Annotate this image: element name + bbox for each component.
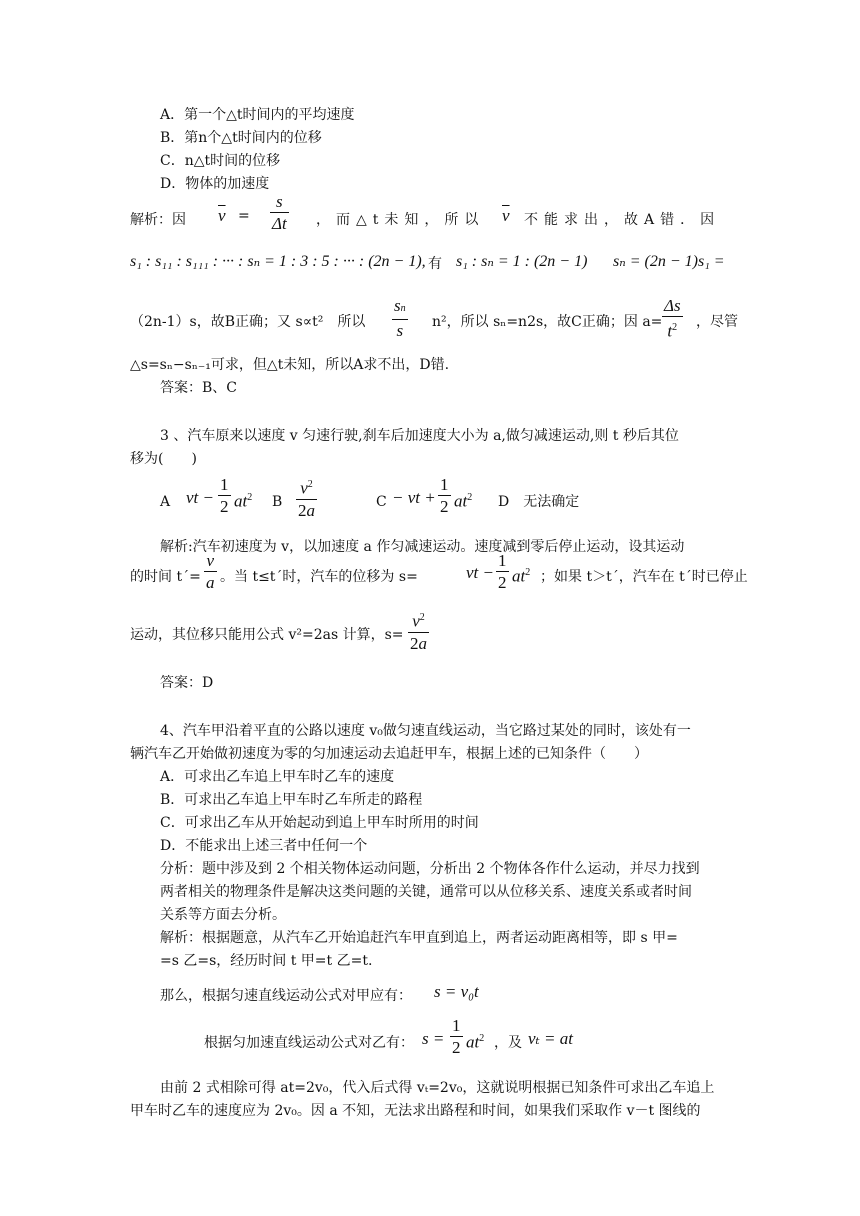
- q3-option-a-label: A: [160, 494, 171, 510]
- q2-analysis-mid: ，而△t未知，所以: [316, 212, 485, 228]
- q3-fraction-v-over-a: $\frac{v}{a}$: [206, 551, 215, 592]
- q3-option-c-formula: − vt +: [392, 488, 436, 507]
- q4-yi-at2: $at^2$: [466, 1032, 485, 1052]
- q4-fenxi-line2: 两者相关的物理条件是解决这类问题的关键，通常可以从位移关系、速度关系或者时间: [160, 884, 692, 900]
- q3-fraction-half-a: $\frac{1}{2}$: [220, 475, 229, 516]
- q4-yi-s-equals: s =: [422, 1029, 445, 1048]
- q3-analysis-line1: 解析:汽车初速度为 v，以加速度 a 作匀减速运动。速度减到零后停止运动，设其运动: [160, 539, 685, 555]
- q4-yi-formula2: vₜ = at: [528, 1029, 573, 1048]
- q3-stem-line2: 移为( ): [130, 451, 197, 467]
- q4-option-b: B．可求出乙车追上甲车时乙车所走的路程: [160, 792, 423, 808]
- q2-option-a: A．第一个△t时间内的平均速度: [160, 107, 355, 123]
- q4-fenxi-line1: 分析：题中涉及到 2 个相关物体运动问题，分析出 2 个物体各作什么运动，并尽力找到: [160, 861, 700, 877]
- q2-ratio-have: 有: [428, 256, 442, 272]
- q3-option-b-label: B: [272, 494, 283, 510]
- q2-line3-a: （2n-1）s，故B正确；又 s∝t² 所以: [130, 314, 366, 330]
- q3-option-c-at2: $at^2$: [454, 491, 473, 511]
- q2-option-b: B．第n个△t时间内的位移: [160, 130, 322, 146]
- q2-line3-c: ，尽管: [696, 314, 738, 330]
- q2-fraction-sn-over-s: $\frac{sn}{s}$: [394, 296, 406, 340]
- q2-ratio-expr3: sₙ = (2n − 1)s₁ =: [613, 253, 725, 270]
- q2-vbar-1: $\overline{v}$: [218, 206, 226, 225]
- q3-analysis-line2-a: 的时间 tˊ=: [130, 569, 201, 585]
- q4-fraction-half: $\frac{1}{2}$: [452, 1016, 461, 1057]
- q3-formula-vt-minus: vt −: [466, 563, 494, 582]
- q2-line3-b: n²，所以 sₙ=n2s，故C正确；因 a=: [432, 314, 663, 330]
- q4-jia-text: 那么，根据匀速直线运动公式对甲应有：: [160, 988, 412, 1004]
- q2-line4: △s=sₙ−sₙ₋₁可求，但△t未知，所以A求不出，D错.: [130, 357, 450, 373]
- q3-fraction-half-c: $\frac{1}{2}$: [440, 475, 449, 516]
- q4-yi-tail: ，及: [494, 1035, 522, 1051]
- q3-option-a-formula: vt −: [186, 488, 214, 507]
- q2-option-c: C．n△t时间的位移: [160, 153, 281, 169]
- q4-option-a: A．可求出乙车追上甲车时乙车的速度: [160, 769, 395, 785]
- q4-jiexi-line1: 解析：根据题意，从汽车乙开始追赶汽车甲直到追上，两者运动距离相等，即 s 甲=: [160, 930, 678, 946]
- q4-jia-formula: s = v₀t: [434, 982, 479, 1001]
- q3-analysis-line2-b: 。当 t≤tˊ时，汽车的位移为 s=: [220, 569, 418, 585]
- q4-stem-line1: 4、汽车甲沿着平直的公路以速度 v₀做匀速直线运动，当它路过某处的同时，该处有一: [160, 723, 691, 739]
- q2-vbar-2: $\overline{v}$: [502, 206, 510, 225]
- q3-answer: 答案：D: [160, 675, 214, 691]
- q2-fraction-s-over-dt: $\frac{s}{\Delta t}$: [272, 192, 287, 233]
- q2-option-d: D．物体的加速度: [160, 176, 270, 192]
- q3-option-a-at2: $at^2$: [234, 491, 253, 511]
- q3-analysis-line2-c: ；如果 t＞tˊ，汽车在 tˊ时已停止: [540, 569, 748, 585]
- equals-sign: =: [238, 208, 250, 224]
- q4-last-line1: 由前 2 式相除可得 at=2v₀，代入后式得 vₜ=2v₀，这就说明根据已知条件可求出乙车追上: [160, 1080, 715, 1096]
- q2-ratio-expr2: s₁ : sₙ = 1 : (2n − 1): [456, 253, 588, 270]
- q2-ratio-expr: s₁ : s₁₁ : s₁₁₁ : ··· : sₙ = 1 : 3 : 5 : ··· : (2n − 1),: [130, 253, 426, 270]
- q3-stem-line1: 3 、汽车原来以速度 v 匀速行驶,刹车后加速度大小为 a,做匀减速运动,则 t 秒后其位: [160, 428, 679, 444]
- q4-fenxi-line3: 关系等方面去分析。: [160, 907, 286, 923]
- q4-option-c: C．可求出乙车从开始起动到追上甲车时所用的时间: [160, 815, 479, 831]
- q2-answer: 答案：B、C: [160, 380, 237, 396]
- q3-option-d: D 无法确定: [498, 494, 580, 510]
- q4-jiexi-line2: =s 乙=s，经历时间 t 甲=t 乙=t.: [160, 953, 373, 969]
- q2-fraction-ds-over-t2: $\frac{\Delta s}{t^2}$: [664, 296, 681, 341]
- q3-fraction-v2-over-2a: $\frac{v^2}{2a}$: [408, 608, 429, 655]
- q3-option-c-label: C: [376, 494, 387, 510]
- q4-option-d: D．不能求出上述三者中任何一个: [160, 838, 368, 854]
- q3-formula-at2: $at^2$: [512, 566, 531, 586]
- q2-analysis-prefix: 解析：因: [130, 212, 186, 228]
- q4-last-line2: 甲车时乙车的速度应为 2v₀。因 a 不知，无法求出路程和时间，如果我们采取作 v－t 图线的: [130, 1103, 701, 1119]
- q3-analysis-line3: 运动，其位移只能用公式 v²=2as 计算，s=: [130, 627, 404, 643]
- q3-option-b-formula: $\frac{v^2}{2a}$: [296, 475, 317, 522]
- q4-stem-line2: 辆汽车乙开始做初速度为零的匀加速运动去追赶甲车，根据上述的已知条件（ ）: [130, 746, 648, 762]
- q3-fraction-half-analysis: $\frac{1}{2}$: [498, 551, 507, 592]
- q2-analysis-end: 不能求出，故A错．因: [524, 212, 721, 228]
- q4-yi-text: 根据匀加速直线运动公式对乙有：: [204, 1035, 414, 1051]
